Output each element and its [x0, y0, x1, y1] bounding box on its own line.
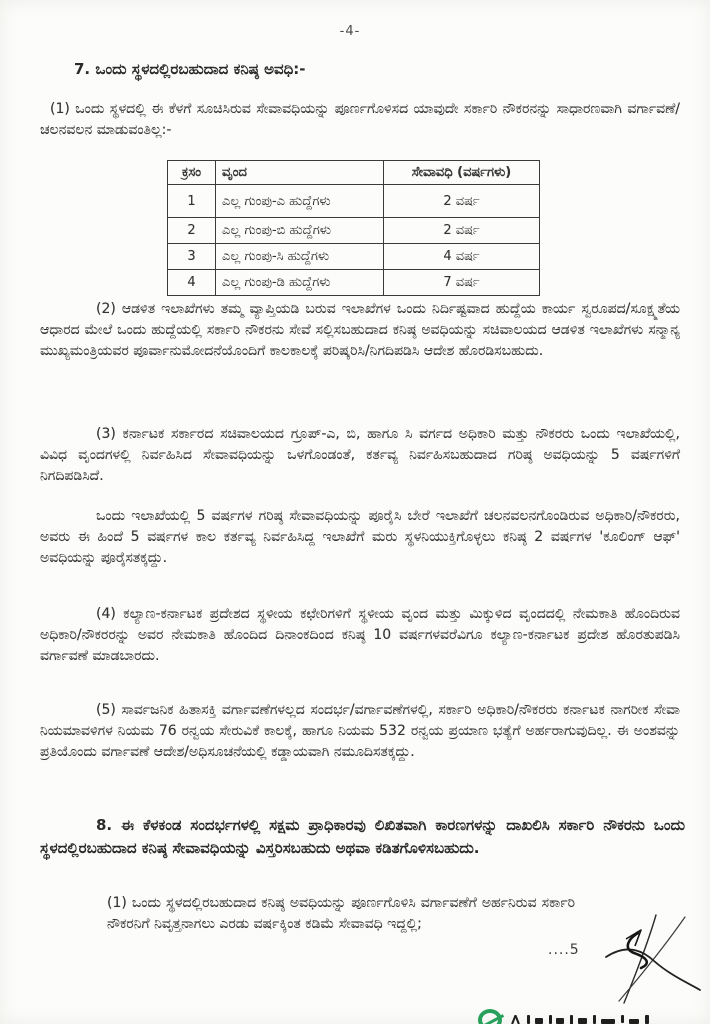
paragraph-5: (5) ಸಾರ್ವಜನಿಕ ಹಿತಾಸಕ್ತಿ ವರ್ಗಾವಣೆಗಳಲ್ಲದ ಸಂದರ್ಭ/ವರ್ಗಾವಣೆಗಳಲ್ಲಿ, ಸರ್ಕಾರಿ ಅಧಿಕಾರಿ/ನೌಕರರು ಕರ್ನಾಟಕ ನಾಗರೀಕ ಸೇವಾ ನಿಯಮಾವಳಿಗಳ ನಿಯಮ 76 ರನ್ವಯ ಸೇರುವಿಕೆ ಕಾಲಕ್ಕೆ, ಹಾಗೂ ನಿಯಮ 532 ರನ್ವಯ ಪ್ರಯಾಣ ಭತ್ಯೆಗೆ ಅರ್ಹರಾಗುವುದಿಲ್ಲ. ಈ ಅಂಶವನ್ನು ಪ್ರತಿಯೊಂದು ವರ್ಗಾವಣೆ ಆದೇಶ/ಅಧಿಸೂಚನೆಯಲ್ಲಿ ಕಡ್ಡಾಯವಾಗಿ ನಮೂದಿಸತಕ್ಕದ್ದು. — [40, 702, 680, 760]
table-cell-slno: 4 — [168, 270, 216, 296]
table-cell-service: 2 ವರ್ಷ — [384, 185, 540, 218]
table-header-row — [168, 161, 540, 185]
table-cell-slno: 3 — [168, 244, 216, 270]
watermark-text-fragment — [556, 1018, 564, 1024]
watermark-text-fragment — [601, 1019, 615, 1024]
signature-mark — [588, 905, 703, 1020]
section7-heading: 7. ಒಂದು ಸ್ಥಳದಲ್ಲಿರಬಹುದಾದ ಕನಿಷ್ಠ ಅವಧಿ:- — [74, 60, 306, 78]
table-cell-slno: 2 — [168, 218, 216, 244]
table-cell-service: 4 ವರ್ಷ — [384, 244, 540, 270]
watermark-text-fragment — [621, 1015, 624, 1023]
table-header-slno: ಕ್ರಸಂ — [168, 161, 216, 185]
watermark-text-fragment — [511, 1015, 520, 1024]
table-cell-slno: 1 — [168, 185, 216, 218]
watermark-text-fragment — [570, 1015, 573, 1024]
table-cell-cadre: ಎಲ್ಲ ಗುಂಪು-ಎ ಹುದ್ದೆಗಳು — [216, 185, 384, 218]
table-row — [168, 244, 540, 270]
table-cell-service: 2 ವರ್ಷ — [384, 218, 540, 244]
table-cell-cadre: ಎಲ್ಲ ಗುಂಪು-ಸಿ ಹುದ್ದೆಗಳು — [216, 244, 384, 270]
watermark-text-fragment — [629, 1019, 639, 1024]
paragraph-3: (3) ಕರ್ನಾಟಕ ಸರ್ಕಾರದ ಸಚಿವಾಲಯದ ಗ್ರೂಪ್-ಎ, ಬಿ, ಹಾಗೂ ಸಿ ವರ್ಗದ ಅಧಿಕಾರಿ ಮತ್ತು ನೌಕರರು ಒಂದು ಇಲಾಖೆಯಲ್ಲಿ, ವಿವಿಧ ವೃಂದಗಳಲ್ಲಿ ನಿರ್ವಹಿಸಿದ ಸೇವಾವಧಿಯನ್ನು ಒಳಗೊಂಡಂತೆ, ಕರ್ತವ್ಯ ನಿರ್ವಹಿಸಬಹುದಾದ ಗರಿಷ್ಠ ಅವಧಿಯನ್ನು 5 ವರ್ಷಗಳಿಗೆ ನಿಗದಿಪಡಿಸಿದೆ. — [40, 426, 680, 484]
watermark-text-fragment — [578, 1018, 587, 1024]
table-header-service: ಸೇವಾವಧಿ (ವರ್ಷಗಳು) — [384, 161, 540, 185]
table-row — [168, 270, 540, 296]
paragraph-4: (4) ಕಲ್ಯಾಣ-ಕರ್ನಾಟಕ ಪ್ರದೇಶದ ಸ್ಥಳೀಯ ಕಛೇರಿಗಳಿಗೆ ಸ್ಥಳೀಯ ವೃಂದ ಮತ್ತು ಮಿಕ್ಕುಳಿದ ವೃಂದದಲ್ಲಿ ನೇಮಕಾತಿ ಹೊಂದಿರುವ ಅಧಿಕಾರಿ/ನೌಕರರನ್ನು ಅವರ ನೇಮಕಾತಿ ಹೊಂದಿದ ದಿನಾಂಕದಿಂದ ಕನಿಷ್ಠ 10 ವರ್ಷಗಳವರೆವಿಗೂ ಕಲ್ಯಾಣ-ಕರ್ನಾಟಕ ಪ್ರದೇಶ ಹೊರತುಪಡಿಸಿ ವರ್ಗಾವಣೆ ಮಾಡಬಾರದು. — [40, 606, 680, 664]
section8-paragraph-1: (1) ಒಂದು ಸ್ಥಳದಲ್ಲಿರಬಹುದಾದ ಕನಿಷ್ಠ ಅವಧಿಯನ್ನು ಪೂರ್ಣಗೊಳಿಸಿ ವರ್ಗಾವಣೆಗೆ ಅರ್ಹನಿರುವ ಸರ್ಕಾರಿ ನೌಕರನಿಗೆ ನಿವೃತ್ತನಾಗಲು ಎರಡು ವರ್ಷಕ್ಕಿಂತ ಕಡಿಮೆ ಸೇವಾವಧಿ ಇದ್ದಲ್ಲಿ; — [107, 895, 575, 932]
table-row — [168, 185, 540, 218]
table-row — [168, 218, 540, 244]
watermark-green-icon — [478, 1009, 502, 1024]
paragraph-2: (2) ಆಡಳಿತ ಇಲಾಖೆಗಳು ತಮ್ಮ ವ್ಯಾಪ್ತಿಯಡಿ ಬರುವ ಇಲಾಖೆಗಳ ಒಂದು ನಿರ್ದಿಷ್ಟವಾದ ಹುದ್ದೆಯ ಕಾರ್ಯ ಸ್ವರೂಪದ/ಸೂಕ್ಷ್ಮತೆಯ ಆಧಾರದ ಮೇಲೆ ಒಂದು ಹುದ್ದೆಯಲ್ಲಿ ಸರ್ಕಾರಿ ನೌಕರನು ಸೇವೆ ಸಲ್ಲಿಸಬಹುದಾದ ಕನಿಷ್ಠ ಅವಧಿಯನ್ನು ಸಚಿವಾಲಯದ ಆಡಳಿತ ಇಲಾಖೆಗಳು ಸನ್ಮಾನ್ಯ ಮುಖ್ಯಮಂತ್ರಿಯವರ ಪೂರ್ವಾನುಮೋದನೆಯೊಂದಿಗೆ ಕಾಲಕಾಲಕ್ಕೆ ಪರಿಷ್ಕರಿಸಿ/ನಿಗದಿಪಡಿಸಿ ಆದೇಶ ಹೊರಡಿಸಬಹುದು. — [40, 301, 680, 359]
section7-paragraph-1: (1) ಒಂದು ಸ್ಥಳದಲ್ಲಿ ಈ ಕೆಳಗೆ ಸೂಚಿಸಿರುವ ಸೇವಾವಧಿಯನ್ನು ಪೂರ್ಣಗೊಳಿಸದ ಯಾವುದೇ ಸರ್ಕಾರಿ ನೌಕರನನ್ನು ಸಾಧಾರಣವಾಗಿ ವರ್ಗಾವಣೆ/ ಚಲನವಲನ ಮಾಡುವಂತಿಲ್ಲ:- — [40, 101, 680, 138]
page-number-bottom: ....5 — [548, 942, 580, 958]
watermark-text-fragment — [527, 1015, 530, 1024]
section8-heading: 8. ಈ ಕೆಳಕಂಡ ಸಂದರ್ಭಗಳಲ್ಲಿ ಸಕ್ಷಮ ಪ್ರಾಧಿಕಾರವು ಲಿಖಿತವಾಗಿ ಕಾರಣಗಳನ್ನು ದಾಖಲಿಸಿ ಸರ್ಕಾರಿ ನೌಕರನು ಒಂದು ಸ್ಥಳದಲ್ಲಿರಬಹುದಾದ ಕನಿಷ್ಠ ಸೇವಾವಧಿಯನ್ನು ವಿಸ್ತರಿಸಬಹುದು ಅಥವಾ ಕಡಿತಗೊಳಿಸಬಹುದು. — [40, 816, 685, 857]
paragraph-3-continuation: ಒಂದು ಇಲಾಖೆಯಲ್ಲಿ 5 ವರ್ಷಗಳ ಗರಿಷ್ಠ ಸೇವಾವಧಿಯನ್ನು ಪೂರೈಸಿ ಬೇರೆ ಇಲಾಖೆಗೆ ಚಲನವಲನಗೊಂಡಿರುವ ಅಧಿಕಾರಿ/ನೌಕರರು, ಅವರು ಈ ಹಿಂದೆ 5 ವರ್ಷಗಳ ಕಾಲ ಕರ್ತವ್ಯ ನಿರ್ವಹಿಸಿದ್ದ ಇಲಾಖೆಗೆ ಮರು ಸ್ಥಳನಿಯುಕ್ತಿಗೊಳ್ಳಲು ಕನಿಷ್ಠ 2 ವರ್ಷಗಳ 'ಕೂಲಿಂಗ್ ಆಫ್' ಅವಧಿಯನ್ನು ಪೂರೈಸತಕ್ಕದ್ದು. — [40, 508, 680, 566]
watermark-logo — [475, 1007, 710, 1024]
table-cell-cadre: ಎಲ್ಲ ಗುಂಪು-ಬಿ ಹುದ್ದೆಗಳು — [216, 218, 384, 244]
table-header-cadre: ವೃಂದ — [216, 161, 384, 185]
table-cell-service: 7 ವರ್ಷ — [384, 270, 540, 296]
watermark-text-fragment — [645, 1015, 649, 1024]
watermark-text-fragment — [549, 1015, 552, 1024]
page-number-top: -4- — [339, 24, 361, 39]
watermark-text-fragment — [593, 1015, 596, 1024]
watermark-text-fragment — [535, 1018, 543, 1024]
table-cell-cadre: ಎಲ್ಲ ಗುಂಪು-ಡಿ ಹುದ್ದೆಗಳು — [216, 270, 384, 296]
service-period-table — [167, 160, 540, 296]
